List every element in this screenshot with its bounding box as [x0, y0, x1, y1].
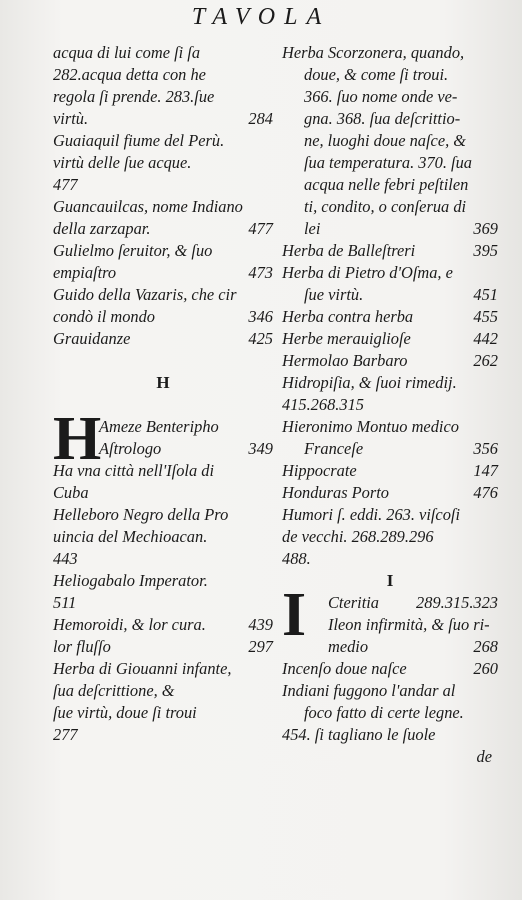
index-entry: Honduras Porto 476: [282, 483, 498, 502]
index-entry: de: [476, 747, 492, 766]
index-entry: Hemoroidi, & lor cura. 439: [53, 615, 273, 634]
index-entry: Guido della Vazaris, che cir: [53, 285, 237, 304]
index-entry: 488.: [282, 549, 311, 568]
index-entry: Gulielmo ſeruitor, & ſuo: [53, 241, 213, 260]
index-entry: regola ſi prende. 283.ſue: [53, 87, 215, 106]
index-entry: Herbe merauiglioſe 442: [282, 329, 498, 348]
index-entry: 277: [53, 725, 78, 744]
index-entry: Ha vna città nell'Iſola di: [53, 461, 215, 480]
index-entry: medio 268: [328, 637, 498, 656]
index-entry: virtù. 284: [53, 109, 273, 128]
index-entry: della zarzapar. 477: [53, 219, 273, 238]
index-entry: lor fluſſo 297: [53, 637, 273, 656]
index-entry: Indiani fuggono l'andar al: [282, 681, 456, 700]
index-entry: 282.acqua detta con he: [53, 65, 206, 84]
index-entry: Ameze Benteripho: [99, 417, 219, 436]
blank-line: [53, 350, 273, 372]
index-entry: ſua temperatura. 370. ſua: [304, 153, 472, 172]
index-entry: Hermolao Barbaro 262: [282, 351, 498, 370]
index-entry: Guancauilcas, nome Indiano: [53, 197, 243, 216]
index-entry: Grauidanze 425: [53, 329, 273, 348]
index-entry: ne, luoghi doue naſce, &: [304, 131, 467, 150]
index-entry: Guaiaquil fiume del Perù.: [53, 131, 225, 150]
index-entry: Ileon infirmità, & ſuo ri-: [328, 615, 490, 634]
index-entry: condò il mondo 346: [53, 307, 273, 326]
section-letter-i: I: [386, 571, 394, 590]
index-entry: Cuba: [53, 483, 89, 502]
index-entry: Incenſo doue naſce 260: [282, 659, 498, 678]
index-entry: uincia del Mechioacan.: [53, 527, 208, 546]
index-entry: ſue virtù, doue ſi troui: [53, 703, 197, 722]
index-entry: acqua di lui come ſi ſa: [53, 43, 201, 62]
index-entry: 366. ſuo nome onde ve-: [304, 87, 458, 106]
index-entry: 415.268.315: [282, 395, 364, 414]
dropcap-h: H: [53, 405, 102, 473]
dropcap-entry: [282, 581, 498, 658]
index-entry: Hidropiſia, & ſuoi rimedij.: [282, 373, 457, 392]
index-entry: Hieronimo Montuo medico: [282, 417, 459, 436]
index-entry: 477: [53, 175, 78, 194]
index-entry: acqua nelle febri peſtilen: [304, 175, 469, 194]
page-header: TAVOLA: [191, 4, 331, 30]
index-entry: Aſtrologo 349: [99, 439, 273, 458]
index-entry: foco fatto di certe legne.: [304, 703, 464, 722]
index-entry: ſue virtù. 451: [304, 285, 498, 304]
index-entry: Hippocrate 147: [282, 461, 498, 480]
index-entry: Heliogabalo Imperator.: [53, 571, 208, 590]
index-entry: Helleboro Negro della Pro: [53, 505, 229, 524]
index-entry: gna. 368. ſua deſcrittio-: [304, 109, 461, 128]
index-entry: de vecchi. 268.289.296: [282, 527, 434, 546]
section-letter-h: H: [156, 373, 170, 392]
index-entry: ſua deſcrittione, &: [53, 681, 175, 700]
index-column-left: [53, 42, 273, 746]
index-entry: Herba de Balleſtreri 395: [282, 241, 498, 260]
index-column-right: [282, 42, 498, 768]
index-entry: lei 369: [304, 219, 498, 238]
index-entry: Cteritia 289.315.323: [328, 593, 498, 612]
index-entry: virtù delle ſue acque.: [53, 153, 192, 172]
index-entry: Herba di Pietro d'Oſma, e: [282, 263, 453, 282]
index-entry: Herba Scorzonera, quando,: [282, 43, 465, 62]
index-entry: Herba contra herba 455: [282, 307, 498, 326]
index-entry: Franceſe 356: [304, 439, 498, 458]
dropcap-i: I: [282, 581, 307, 649]
index-entry: 511: [53, 593, 77, 612]
index-entry: ti, condito, o conſerua di: [304, 197, 467, 216]
index-entry: 454. ſi tagliano le ſuole: [282, 725, 436, 744]
index-entry: Humori ſ. eddi. 263. viſcoſi: [282, 505, 461, 524]
index-entry: 443: [53, 549, 78, 568]
index-entry: doue, & come ſi troui.: [304, 65, 449, 84]
index-entry: empiaſtro 473: [53, 263, 273, 282]
index-entry: Herba di Giouanni infante,: [53, 659, 232, 678]
